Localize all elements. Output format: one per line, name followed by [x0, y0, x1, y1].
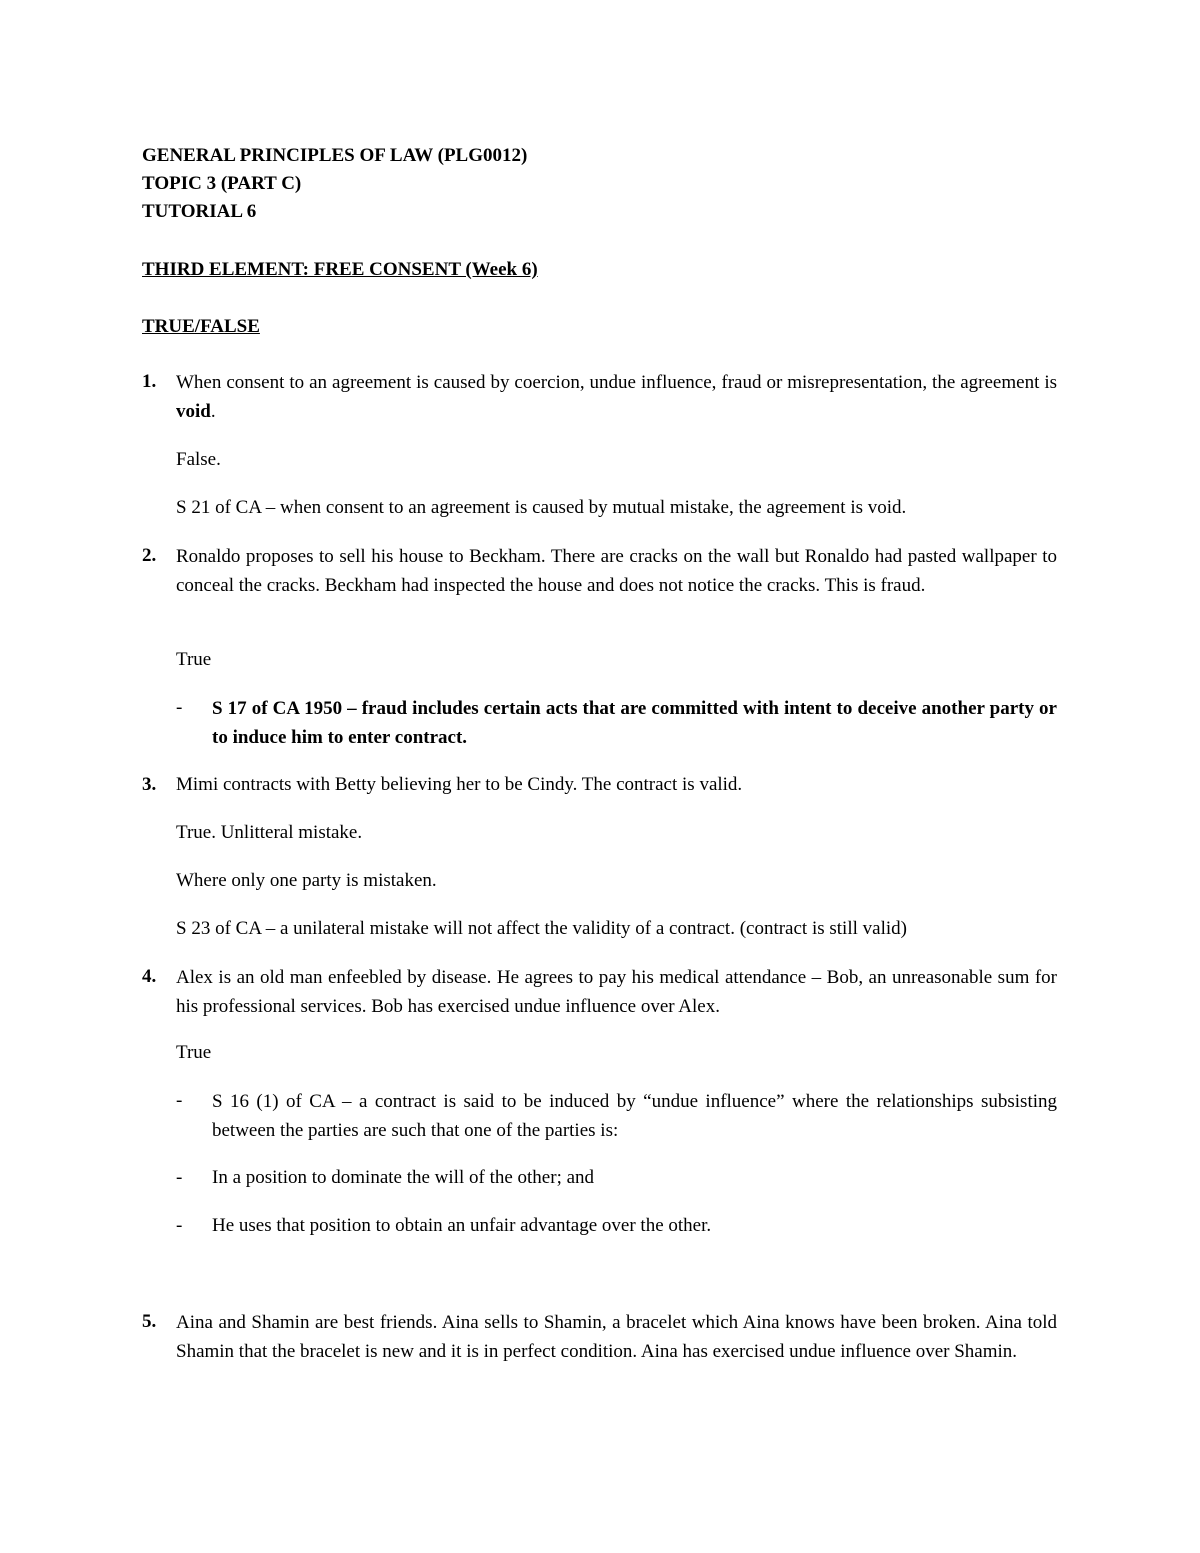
question-number-2: 2.: [142, 545, 157, 566]
topic-title: TOPIC 3 (PART C): [142, 173, 302, 194]
question-text-5: Aina and Shamin are best friends. Aina sells to Shamin, a bracelet which Aina knows have been broken. Aina told Shamin that the bracelet is new and it is in perfect condition. Aina has exercised undue influence over Shamin.: [176, 1312, 1057, 1362]
bullet-marker: -: [176, 697, 183, 718]
explanation-1: S 21 of CA – when consent to an agreement is caused by mutual mistake, the agreement is void.: [176, 497, 907, 518]
note-3: Where only one party is mistaken.: [176, 870, 437, 891]
question-number-1: 1.: [142, 371, 157, 392]
answer-3: True. Unlitteral mistake.: [176, 822, 363, 843]
bullet-marker: -: [176, 1090, 183, 1111]
bullet-4-2: In a position to dominate the will of the other; and: [212, 1167, 595, 1188]
tutorial-title: TUTORIAL 6: [142, 201, 257, 222]
bullet-marker: -: [176, 1215, 183, 1236]
explanation-3: S 23 of CA – a unilateral mistake will not affect the validity of a contract. (contract is still valid): [176, 918, 907, 939]
answer-4: True: [176, 1042, 212, 1063]
question-text-1-pre: When consent to an agreement is caused by coercion, undue influence, fraud or misrepresentation, the agreement is: [176, 372, 1057, 393]
question-text-1-post: .: [210, 401, 216, 422]
answer-2: True: [176, 649, 212, 670]
question-number-3: 3.: [142, 774, 157, 795]
bullet-marker: -: [176, 1167, 183, 1188]
bullet-2-1: S 17 of CA 1950 – fraud includes certain acts that are committed with intent to deceive another party or to induce him to enter contract.: [212, 698, 1057, 748]
question-number-5: 5.: [142, 1311, 157, 1332]
question-text-3: Mimi contracts with Betty believing her to be Cindy. The contract is valid.: [176, 774, 743, 795]
section-title: THIRD ELEMENT: FREE CONSENT (Week 6): [142, 259, 538, 280]
question-text-4: Alex is an old man enfeebled by disease. He agrees to pay his medical attendance – Bob, an unreasonable sum for his professional services. Bob has exercised undue influence over Alex.: [176, 967, 1057, 1017]
question-text-1: [176, 368, 1057, 426]
subsection-title: TRUE/FALSE: [142, 316, 260, 337]
course-title: GENERAL PRINCIPLES OF LAW (PLG0012): [142, 145, 528, 166]
bullet-4-1: S 16 (1) of CA – a contract is said to be induced by “undue influence” where the relationships subsisting between the parties are such that one of the parties is:: [212, 1091, 1057, 1141]
question-text-2: Ronaldo proposes to sell his house to Beckham. There are cracks on the wall but Ronaldo had pasted wallpaper to conceal the cracks. Beckham had inspected the house and does not notice the cracks. This is fraud.: [176, 546, 1057, 596]
question-text-1-bold: void: [176, 401, 211, 422]
bullet-4-3: He uses that position to obtain an unfair advantage over the other.: [212, 1215, 712, 1236]
question-number-4: 4.: [142, 966, 157, 987]
answer-1: False.: [176, 449, 221, 470]
